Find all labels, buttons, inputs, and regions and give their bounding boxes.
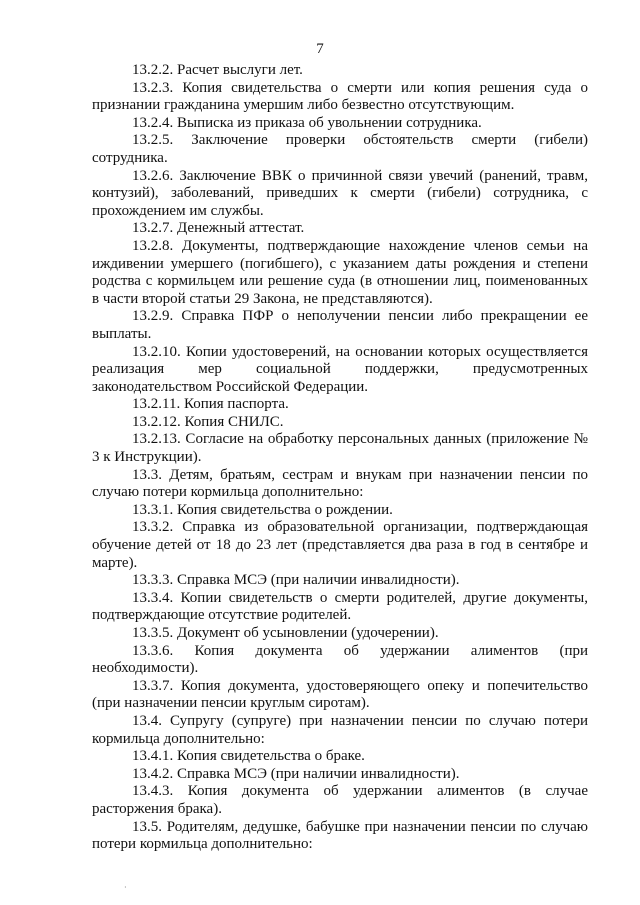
paragraph-13-3: 13.3. Детям, братьям, сестрам и внукам при назначении пенсии по случаю потери кормильца дополнительно: <box>92 466 588 501</box>
paragraph-13-2-2: 13.2.2. Расчет выслуги лет. <box>132 62 303 78</box>
paragraph-13-2-3: 13.2.3. Копия свидетельства о смерти или копия решения суда о признании гражданина умершим либо безвестно отсутствующим. <box>92 79 588 114</box>
paragraph-13-2-6: 13.2.6. Заключение ВВК о причинной связи увечий (ранений, травм, контузий), заболеваний, приведших к смерти (гибели) сотрудника, с прохождением им службы. <box>92 167 588 219</box>
paragraph-13-2-13: 13.2.13. Согласие на обработку персональных данных (приложение № 3 к Инструкции). <box>92 431 588 466</box>
paragraph-13-3-5: 13.3.5. Документ об усыновлении (удочерении). <box>132 625 439 641</box>
paragraph-13-2-4: 13.2.4. Выписка из приказа об увольнении сотрудника. <box>132 114 482 131</box>
paragraph-13-2-7: 13.2.7. Денежный аттестат. <box>132 220 305 237</box>
page-number: 7 <box>316 41 324 57</box>
paragraph-13-3-3: 13.3.3. Справка МСЭ (при наличии инвалидности). <box>132 572 460 589</box>
document-body <box>92 62 588 854</box>
scan-speck: · <box>124 883 127 892</box>
paragraph-13-2-9: 13.2.9. Справка ПФР о неполучении пенсии либо прекращении ее выплаты. <box>92 308 588 342</box>
paragraph-13-4-2: 13.4.2. Справка МСЭ (при наличии инвалидности). <box>132 765 460 782</box>
paragraph-13-4-3: 13.4.3. Копия документа об удержании алиментов (в случае расторжения брака). <box>92 783 588 817</box>
paragraph-13-4: 13.4. Супругу (супруге) при назначении пенсии по случаю потери кормильца дополнительно: <box>92 712 588 747</box>
paragraph-13-5: 13.5. Родителям, дедушке, бабушке при назначении пенсии по случаю потери кормильца дополнительно: <box>92 818 588 853</box>
paragraph-13-2-12: 13.2.12. Копия СНИЛС. <box>132 413 284 430</box>
paragraph-13-3-2: 13.3.2. Справка из образовательной организации, подтверждающая обучение детей от 18 до 23 лет (представляется два раза в год в сентябре и марте). <box>92 519 588 571</box>
paragraph-13-2-10: 13.2.10. Копии удостоверений, на основании которых осуществляется реализация мер социальной поддержки, предусмотренных законодательством Российской Федерации. <box>92 343 588 395</box>
paragraph-13-3-1: 13.3.1. Копия свидетельства о рождении. <box>132 501 393 518</box>
paragraph-13-2-5: 13.2.5. Заключение проверки обстоятельств смерти (гибели) сотрудника. <box>92 132 588 166</box>
paragraph-13-3-7: 13.3.7. Копия документа, удостоверяющего опеку и попечительство (при назначении пенсии круглым сиротам). <box>92 677 588 712</box>
paragraph-13-2-11: 13.2.11. Копия паспорта. <box>132 396 289 413</box>
paragraph-13-3-6: 13.3.6. Копия документа об удержании алиментов (при необходимости). <box>92 642 588 677</box>
paragraph-13-3-4: 13.3.4. Копии свидетельств о смерти родителей, другие документы, подтверждающие отсутствие родителей. <box>92 589 588 624</box>
paragraph-13-4-1: 13.4.1. Копия свидетельства о браке. <box>132 748 365 765</box>
paragraph-13-2-8: 13.2.8. Документы, подтверждающие нахождение членов семьи на иждивении умершего (погибшего), с указанием даты рождения и степени родства с кормильцем или решение суда (в отношении лиц, поименованных в части второй статьи 29 Закона, не представляются). <box>92 237 588 307</box>
